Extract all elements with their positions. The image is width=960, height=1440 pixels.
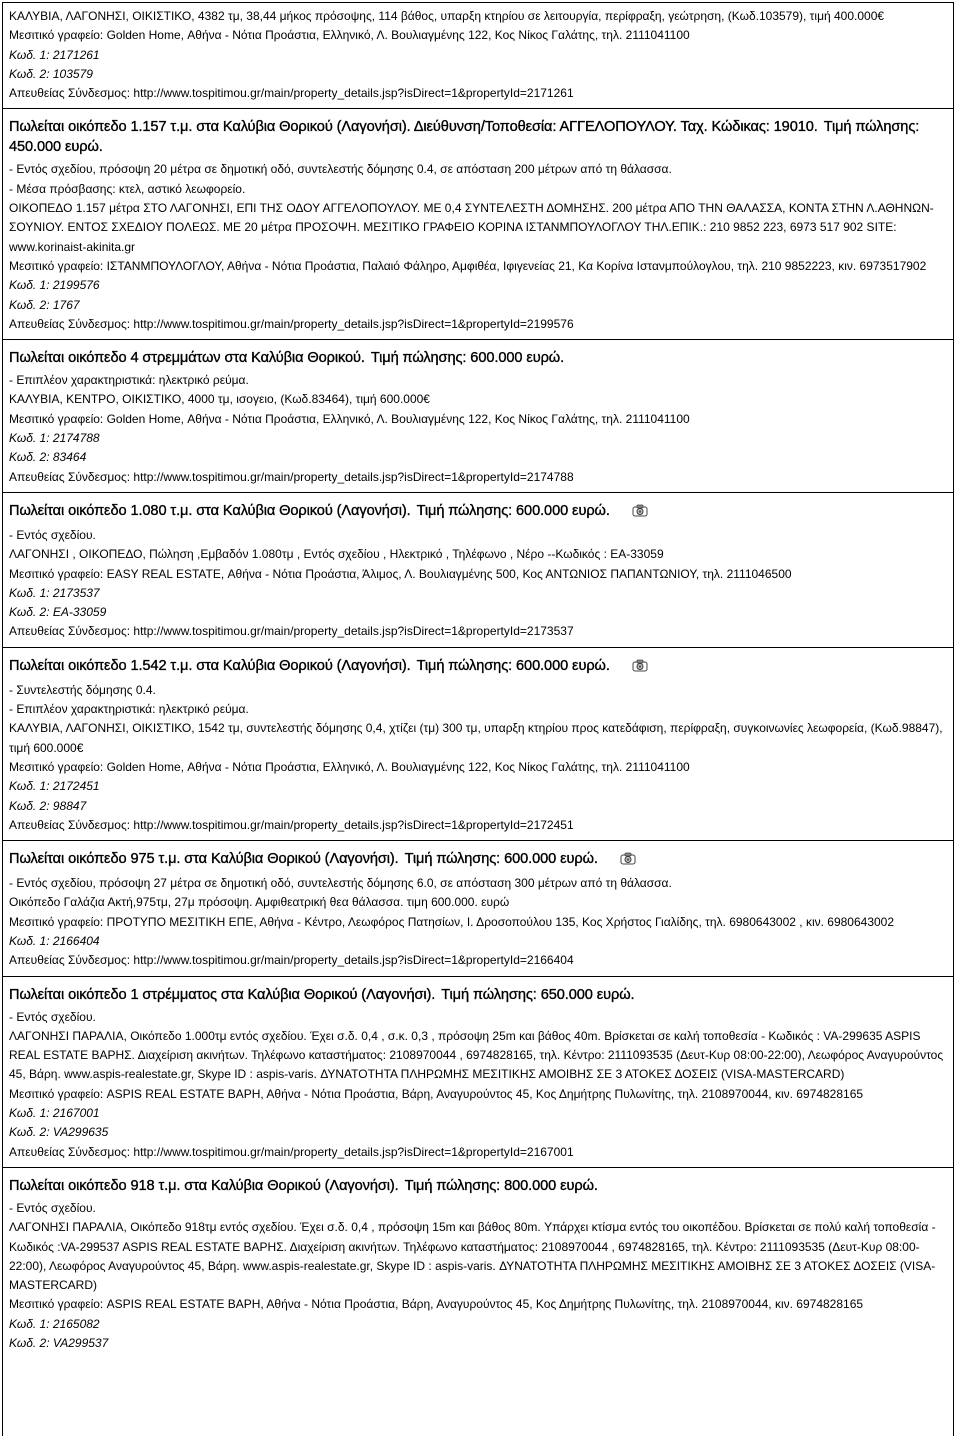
listing-text-line: - Εντός σχεδίου, πρόσοψη 20 μέτρα σε δημοτική οδό, συντελεστής δόμησης 0.4, σε απόσταση 200 μέτρων από τη θάλασσα. <box>9 162 672 177</box>
listing-text-line: - Μέσα πρόσβασης: κτελ, αστικό λεωφορείο. <box>9 181 246 196</box>
listing-text-line: ΛΑΓΟΝΗΣΙ ΠΑΡΑΛΙΑ, Οικόπεδο 918τμ εντός σχεδίου. Έχει σ.δ. 0,4 , πρόσοψη 15m και βάθος 80m. Υπάρχει κτίσμα εντός του οικοπέδου. Βρίσκεται σε πολύ καλή τοποθεσία - Κωδικός :VA-299537 ASPIS REAL ESTATE ΒΑΡΗΣ. Διαχείριση ακινήτων. Τηλέφωνο καταστήματος: 2108970044 , 6974828165, τηλ. Κέντρο: 2111093535 (Δευτ-Κυρ 08:00-22:00), Λεωφόρος Αναγυρούντος 45, Βάρη. www.aspis-realestate.gr, Skype ID : aspis-varis. ΔΥΝΑΤΟΤΗΤΑ ΠΛΗΡΩΜΗΣ ΜΕΣΙΤΙΚΗΣ ΑΜΟΙΒΗΣ ΣΕ 3 ΑΤΟΚΕΣ ΔΟΣΕΙΣ (VISA-MASTERCARD) <box>9 1220 936 1293</box>
direct-link[interactable]: Απευθείας Σύνδεσμος: http://www.tospitimou.gr/main/property_details.jsp?isDirect=1&propertyId=2173537 <box>9 624 574 639</box>
listing-code: Κωδ. 2: 103579 <box>9 66 93 81</box>
listing-text-line: Μεσιτικό γραφείο: Golden Home, Αθήνα - Νότια Προάστια, Ελληνικό, Λ. Βουλιαγμένης 122, Κος Νίκος Γαλάτης, τηλ. 2111041100 <box>9 411 690 426</box>
listing-price: Τιμή πώλησης: 800.000 ευρώ. <box>404 1177 598 1194</box>
listing-title-text: Πωλείται οικόπεδο 1.542 τ.μ. στα Καλύβια Θορικού (Λαγονήσι). <box>9 657 411 674</box>
listing-code: Κωδ. 1: 2174788 <box>9 431 100 446</box>
listing-text-line: Μεσιτικό γραφείο: ΙΣΤΑΝΜΠΟΥΛΟΓΛΟΥ, Αθήνα - Νότια Προάστια, Παλαιό Φάληρο, Αμφιθέα, Ιφιγενείας 21, Κα Κορίνα Ιστανμπούλογλου, τηλ. 210 9852223, κιν. 6973517902 <box>9 258 927 273</box>
listing-1 <box>3 3 953 109</box>
listing-price: Τιμή πώλησης: 600.000 ευρώ. <box>416 502 610 519</box>
listing-title-text: Πωλείται οικόπεδο 918 τ.μ. στα Καλύβια Θορικού (Λαγονήσι). <box>9 1177 399 1194</box>
listing-code: Κωδ. 2: 1767 <box>9 297 80 312</box>
listing-code: Κωδ. 1: 2166404 <box>9 933 100 948</box>
direct-link[interactable]: Απευθείας Σύνδεσμος: http://www.tospitimou.gr/main/property_details.jsp?isDirect=1&propertyId=2172451 <box>9 817 574 832</box>
listing-text-line: - Εντός σχεδίου, πρόσοψη 27 μέτρα σε δημοτική οδό, συντελεστής δόμησης 6.0, σε απόσταση 300 μέτρων από τη θάλασσα. <box>9 876 672 891</box>
listing-text-line: Μεσιτικό γραφείο: Golden Home, Αθήνα - Νότια Προάστια, Ελληνικό, Λ. Βουλιαγμένης 122, Κος Νίκος Γαλάτης, τηλ. 2111041100 <box>9 759 690 774</box>
listing-text-line: - Εντός σχεδίου. <box>9 1200 96 1215</box>
listing-price: Τιμή πώλησης: 650.000 ευρώ. <box>441 986 635 1003</box>
listing-text-line: Μεσιτικό γραφείο: ASPIS REAL ESTATE ΒΑΡΗ, Αθήνα - Νότια Προάστια, Βάρη, Αναγυρούντος 45, Κος Δημήτρης Πυλωνίτης, τηλ. 2108970044, κιν. 6974828165 <box>9 1297 864 1312</box>
listing-text-line: Οικόπεδο Γαλάζια Ακτή,975τμ, 27μ πρόσοψη. Αμφιθεατρική θεα θάλασσα. τιμη 600.000. ευρώ <box>9 895 510 910</box>
direct-link[interactable]: Απευθείας Σύνδεσμος: http://www.tospitimou.gr/main/property_details.jsp?isDirect=1&propertyId=2167001 <box>9 1144 574 1159</box>
listing-text-line: - Συντελεστής δόμησης 0.4. <box>9 682 156 697</box>
listing-2 <box>3 109 953 340</box>
listing-text-line: Μεσιτικό γραφείο: EASY REAL ESTATE, Αθήνα - Νότια Προάστια, Άλιμος, Λ. Βουλιαγμένης 500, Κος ΑΝΤΩΝΙΟΣ ΠΑΠΑΝΤΩΝΙΟΥ, τηλ. 2111046500 <box>9 566 792 581</box>
listing-text-line: ΚΑΛΥΒΙΑ, ΛΑΓΟΝΗΣΙ, ΟΙΚΙΣΤΙΚΟ, 4382 τμ, 38,44 μήκος πρόσοψης, 114 βάθος, υπαρξη κτηρίου σε λειτουργία, περίφραξη, γεώτρηση, (Κωδ.103579), τιμή 400.000€ <box>9 9 885 23</box>
listing-price: Τιμή πώλησης: 450.000 ευρώ. <box>9 119 920 156</box>
listing-title[interactable] <box>9 849 947 871</box>
listing-7 <box>3 977 953 1168</box>
listing-title-text: Πωλείται οικόπεδο 4 στρεμμάτων στα Καλύβια Θορικού. <box>9 350 365 367</box>
listing-body <box>9 526 947 642</box>
listing-code: Κωδ. 1: 2173537 <box>9 585 100 600</box>
camera-icon[interactable] <box>620 851 636 871</box>
listing-title[interactable] <box>9 117 947 157</box>
listing-title-text: Πωλείται οικόπεδο 1.080 τ.μ. στα Καλύβια Θορικού (Λαγονήσι). <box>9 502 411 519</box>
direct-link[interactable]: Απευθείας Σύνδεσμος: http://www.tospitimou.gr/main/property_details.jsp?isDirect=1&propertyId=2174788 <box>9 469 574 484</box>
listing-title-text: Πωλείται οικόπεδο 975 τ.μ. στα Καλύβια Θορικού (Λαγονήσι). <box>9 851 399 868</box>
direct-link[interactable]: Απευθείας Σύνδεσμος: http://www.tospitimou.gr/main/property_details.jsp?isDirect=1&propertyId=2166404 <box>9 953 574 968</box>
listing-code: Κωδ. 2: ΕΑ-33059 <box>9 605 107 620</box>
listing-text-line: ΛΑΓΟΝΗΣΙ , ΟΙΚΟΠΕΔΟ, Πώληση ,Εμβαδόν 1.080τμ , Εντός σχεδίου , Ηλεκτρικό , Τηλέφωνο , Νέρο --Κωδικός : ΕΑ-33059 <box>9 547 664 562</box>
listing-text-line: Μεσιτικό γραφείο: Golden Home, Αθήνα - Νότια Προάστια, Ελληνικό, Λ. Βουλιαγμένης 122, Κος Νίκος Γαλάτης, τηλ. 2111041100 <box>9 28 690 43</box>
listing-code: Κωδ. 2: VA299635 <box>9 1125 109 1140</box>
listing-text-line: - Εντός σχεδίου. <box>9 1009 96 1024</box>
listing-text-line: - Εντός σχεδίου. <box>9 527 96 542</box>
listing-code: Κωδ. 1: 2165082 <box>9 1316 100 1331</box>
listing-code: Κωδ. 2: 98847 <box>9 798 87 813</box>
listing-4 <box>3 493 953 648</box>
listing-text-line: Μεσιτικό γραφείο: ASPIS REAL ESTATE ΒΑΡΗ, Αθήνα - Νότια Προάστια, Βάρη, Αναγυρούντος 45, Κος Δημήτρης Πυλωνίτης, τηλ. 2108970044, κιν. 6974828165 <box>9 1086 864 1101</box>
listing-text-line: ΛΑΓΟΝΗΣΙ ΠΑΡΑΛΙΑ, Οικόπεδο 1.000τμ εντός σχεδίου. Έχει σ.δ. 0,4 , σ.κ. 0,3 , πρόσοψη 25m και βάθος 40m. Βρίσκεται σε καλή τοποθεσία - Κωδικός : VA-299635 ASPIS REAL ESTATE ΒΑΡΗΣ. Διαχείριση ακινήτων. Τηλέφωνο καταστήματος: 2108970044 , 6974828165, τηλ. Κέντρο: 2111093535 (Δευτ-Κυρ 08:00-22:00), Λεωφόρος Αναγυρούντος 45, Βάρη. www.aspis-realestate.gr, Skype ID : aspis-varis. ΔΥΝΑΤΟΤΗΤΑ ΠΛΗΡΩΜΗΣ ΜΕΣΙΤΙΚΗΣ ΑΜΟΙΒΗΣ ΣΕ 3 ΑΤΟΚΕΣ ΔΟΣΕΙΣ (VISA-MASTERCARD) <box>9 1028 944 1082</box>
listing-body <box>9 371 947 487</box>
listing-text-line: ΟΙΚΟΠΕΔΟ 1.157 μέτρα ΣΤΟ ΛΑΓΟΝΗΣΙ, ΕΠΙ ΤΗΣ ΟΔΟΥ ΑΓΓΕΛΟΠΟΥΛΟΥ. ΜΕ 0,4 ΣΥΝΤΕΛΕΣΤΗ ΔΟΜΗΣΗΣ. 200 μέτρα ΑΠΟ ΤΗΝ ΘΑΛΑΣΣΑ, ΚΟΝΤΑ ΣΤΗΝ Λ.ΑΘΗΝΩΝ-ΣΟΥΝΙΟΥ. ΕΝΤΟΣ ΣΧΕΔΙΟΥ ΠΟΛΕΩΣ. ΜΕ 20 μέτρα ΠΡΟΣΟΨΗ. ΜΕΣΙΤΙΚΟ ΓΡΑΦΕΙΟ ΚΟΡΙΝΑ ΙΣΤΑΝΜΠΟΥΛΟΓΛΟΥ ΤΗΛ.ΕΠΙΚ.: 210 9852 223, 6973 517 902 SITE: www.korinaist-akinita.gr <box>9 201 934 254</box>
listing-title[interactable] <box>9 1176 947 1196</box>
listing-price: Τιμή πώλησης: 600.000 ευρώ. <box>416 657 610 674</box>
listing-body <box>9 7 947 103</box>
listing-title[interactable] <box>9 985 947 1005</box>
listing-price: Τιμή πώλησης: 600.000 ευρώ. <box>404 851 598 868</box>
listing-text-line: ΚΑΛΥΒΙΑ, ΛΑΓΟΝΗΣΙ, ΟΙΚΙΣΤΙΚΟ, 1542 τμ, συντελεστής δόμησης 0,4, χτίζει (τμ) 300 τμ, υπαρξη κτηρίου προς κατεδάφιση, περίφραξη, συγκοινωνίες λεωφορεία, (Κωδ.98847), τιμή 600.000€ <box>9 721 943 755</box>
listing-body <box>9 160 947 334</box>
listing-code: Κωδ. 1: 2172451 <box>9 779 100 794</box>
listing-title[interactable] <box>9 656 947 678</box>
direct-link[interactable]: Απευθείας Σύνδεσμος: http://www.tospitimou.gr/main/property_details.jsp?isDirect=1&propertyId=2199576 <box>9 316 574 331</box>
listing-text-line: - Επιπλέον χαρακτηριστικά: ηλεκτρικό ρεύμα. <box>9 702 249 717</box>
listing-text-line: ΚΑΛΥΒΙΑ, ΚΕΝΤΡΟ, ΟΙΚΙΣΤΙΚΟ, 4000 τμ, ισογειο, (Κωδ.83464), τιμή 600.000€ <box>9 392 430 407</box>
direct-link[interactable]: Απευθείας Σύνδεσμος: http://www.tospitimou.gr/main/property_details.jsp?isDirect=1&propertyId=2171261 <box>9 86 574 101</box>
listing-title[interactable] <box>9 501 947 523</box>
listing-8 <box>3 1168 953 1358</box>
listing-code: Κωδ. 2: 83464 <box>9 450 87 465</box>
listings-frame <box>2 2 954 1436</box>
listing-title-text: Πωλείται οικόπεδο 1 στρέμματος στα Καλύβια Θορικού (Λαγονήσι). <box>9 986 436 1003</box>
listing-body <box>9 1199 947 1353</box>
listing-6 <box>3 841 953 976</box>
listing-price: Τιμή πώλησης: 600.000 ευρώ. <box>370 350 565 367</box>
listing-3 <box>3 340 953 493</box>
listing-body <box>9 874 947 970</box>
listing-code: Κωδ. 2: VA299537 <box>9 1336 109 1351</box>
camera-icon[interactable] <box>632 503 648 523</box>
listing-code: Κωδ. 1: 2167001 <box>9 1106 100 1121</box>
listing-title-text: Πωλείται οικόπεδο 1.157 τ.μ. στα Καλύβια Θορικού (Λαγονήσι). Διεύθυνση/Τοποθεσία: ΑΓΓΕΛΟΠΟΥΛΟΥ. Ταχ. Κώδικας: 19010. <box>9 119 818 136</box>
listing-text-line: - Επιπλέον χαρακτηριστικά: ηλεκτρικό ρεύμα. <box>9 373 249 388</box>
listing-body <box>9 1008 947 1162</box>
listing-5 <box>3 648 953 841</box>
listing-title[interactable] <box>9 348 947 368</box>
listing-code: Κωδ. 1: 2171261 <box>9 47 100 62</box>
listing-body <box>9 681 947 835</box>
listing-code: Κωδ. 1: 2199576 <box>9 278 100 293</box>
camera-icon[interactable] <box>632 658 648 678</box>
listing-text-line: Μεσιτικό γραφείο: ΠΡΟΤΥΠΟ ΜΕΣΙΤΙΚΗ ΕΠΕ, Αθήνα - Κέντρο, Λεωφόρος Πατησίων, Ι. Δροσοπούλου 135, Κος Χρήστος Γιαλίδης, τηλ. 6980643002 , κιν. 6980643002 <box>9 914 895 929</box>
